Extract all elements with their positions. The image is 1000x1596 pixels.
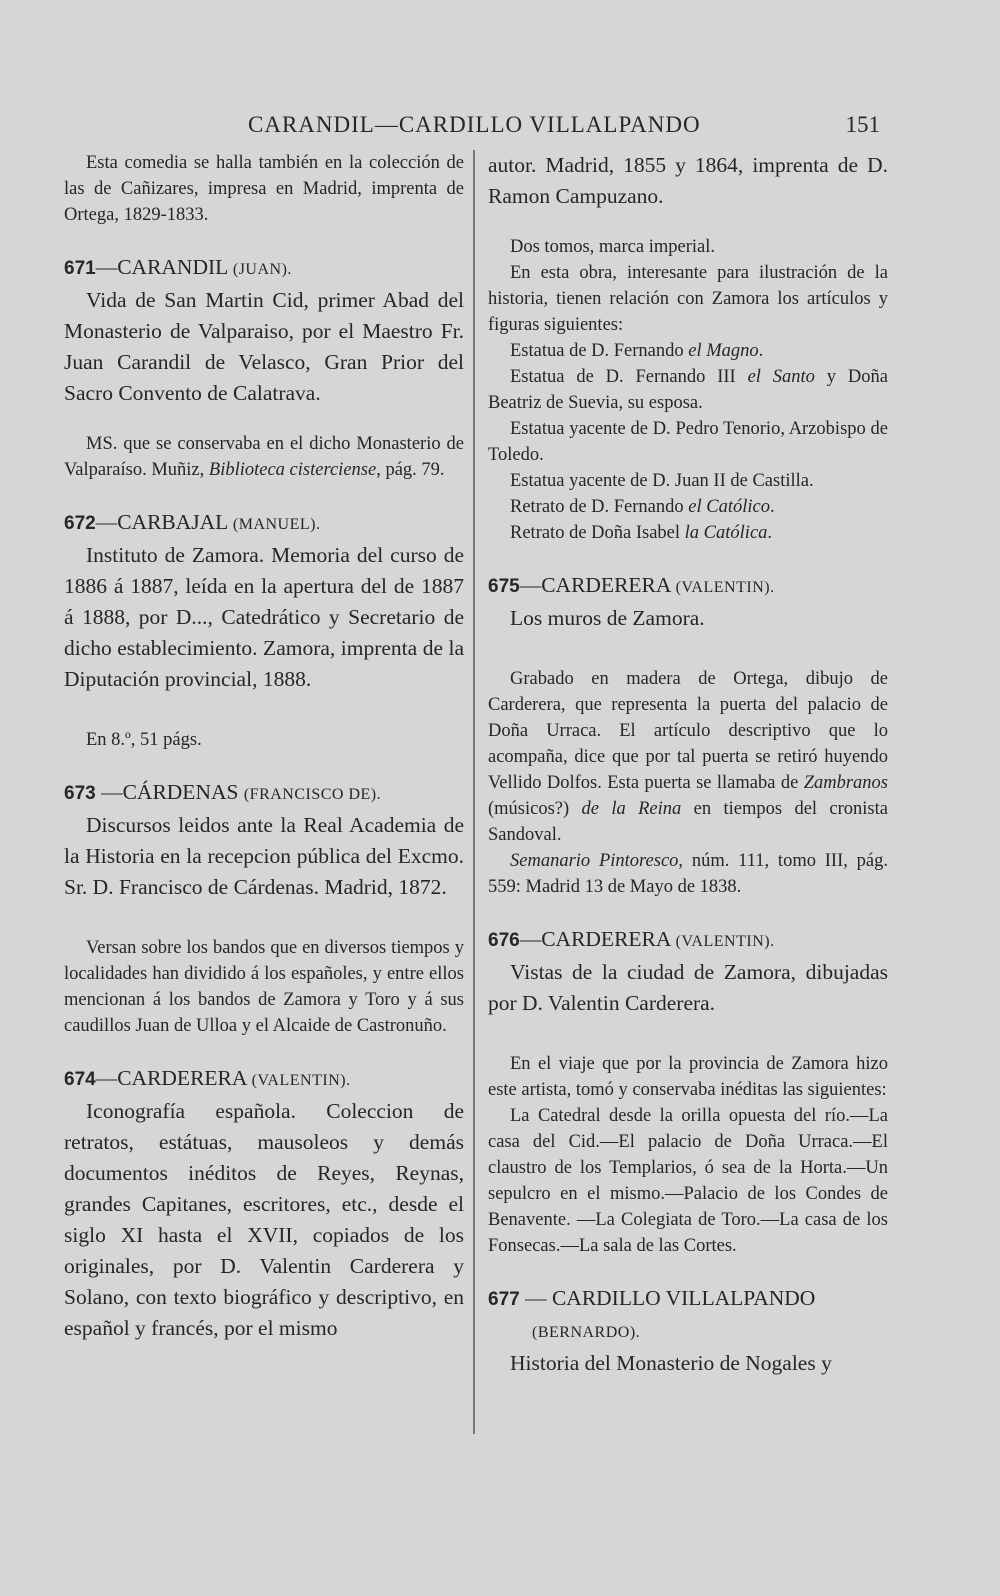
item-text: .: [767, 523, 773, 543]
entry-given-name: (JUAN).: [232, 261, 292, 278]
entry-title: Vistas de la ciudad de Zamora, dibujadas por D. Valentin Carderera.: [488, 960, 888, 1015]
note-text: , pág. 79.: [376, 460, 445, 480]
entry-title: Discursos leidos ante la Real Academia de la Historia en la recepcion pública del Excmo. Sr. D. Francisco de Cárdenas. Madrid, 1872.: [64, 813, 464, 899]
entry-671: [64, 252, 464, 483]
figure-item: [488, 520, 888, 546]
entry-676: [488, 924, 888, 1259]
note-italic: Zambranos: [803, 773, 888, 793]
entry-given-name-line: [488, 1315, 888, 1348]
entry-heading: [488, 570, 888, 603]
entry-heading: [64, 507, 464, 540]
entry-673: [64, 777, 464, 1039]
entry-674-continuation: autor. Madrid, 1855 y 1864, imprenta de D. Ramon Campuzano.: [488, 153, 888, 208]
entry-given-name: (BERNARDO).: [532, 1324, 641, 1341]
source-text: , núm. 111, tomo III, pág. 559: Madrid 13 de Mayo de 1838.: [488, 851, 888, 897]
entry-number: 675: [488, 576, 520, 597]
entry-heading: [488, 1283, 888, 1315]
entry-title: Vida de San Martin Cid, primer Abad del Monasterio de Valparaiso, por el Maestro Fr. Juan Carandil de Velasco, Gran Prior del Sacro Convento de Calatrava.: [64, 288, 464, 405]
entry-author: —CARDERERA: [519, 573, 671, 597]
entry-677: [488, 1283, 888, 1379]
item-text: Estatua de D. Fernando III: [510, 367, 748, 387]
entry-title: Instituto de Zamora. Memoria del curso de 1886 á 1887, leída en la apertura del de 1887 á 1888, por D..., Catedrático y Secretario de dicho establecimiento. Zamora, imprenta de la Diputación provincial, 1888.: [64, 543, 464, 691]
item-text: Retrato de D. Fernando: [510, 497, 689, 517]
source-italic: Semanario Pintoresco: [510, 851, 679, 871]
entry-heading: [488, 924, 888, 957]
entry-675: [488, 570, 888, 900]
entry-note: [64, 431, 464, 483]
entry-view-list: La Catedral desde la orilla opuesta del río.—La casa del Cid.—El palacio de Doña Urraca.—El claustro de los Templarios, ó sea de la Horta.—Un sepulcro en el mismo.—Palacio de los Condes de Benavente. —La Colegiata de Toro.—La casa de los Fonsecas.—La sala de las Cortes.: [488, 1106, 888, 1256]
figure-item: [488, 416, 888, 468]
entry-title: Los muros de Zamora.: [510, 606, 705, 630]
entry-number: 674: [64, 1069, 96, 1090]
entry-number: 672: [64, 513, 96, 534]
item-text: Retrato de Doña Isabel: [510, 523, 685, 543]
entry-number: 676: [488, 930, 520, 951]
entry-title: Iconografía española. Coleccion de retratos, estátuas, mausoleos y demás documentos inéditos de Reyes, Reynas, grandes Capitanes, escritores, etc., desde el siglo XI hasta el XVII, copiados de los originales, por D. Valentin Carderera y Solano, con texto biográfico y descriptivo, en español y francés, por el mismo: [64, 1099, 464, 1340]
item-text: Estatua de D. Fernando: [510, 341, 689, 361]
running-title: CARANDIL—CARDILLO VILLALPANDO: [248, 112, 701, 137]
entry-note: Dos tomos, marca imperial.: [510, 237, 715, 257]
item-italic: el Magno: [688, 341, 759, 361]
entry-given-name: (MANUEL).: [232, 516, 321, 533]
entry-number: 673: [64, 783, 96, 804]
intro-note: Esta comedia se halla también en la colección de las de Cañizares, impresa en Madrid, imprenta de Ortega, 1829-1833.: [64, 153, 464, 225]
entry-note: Versan sobre los bandos que en diversos tiempos y localidades han dividido á los españoles, y entre ellos mencionan á los bandos de Zamora y Toro y á sus caudillos Juan de Ulloa y el Alcaide de Castronuño.: [64, 938, 464, 1036]
page-number: 151: [845, 112, 880, 137]
item-text: .: [769, 497, 775, 517]
column-divider: [473, 150, 475, 1434]
entry-heading: [64, 1063, 464, 1096]
entry-author: —CARDERERA: [95, 1066, 247, 1090]
item-text: .: [758, 341, 764, 361]
entry-672: [64, 507, 464, 753]
item-text: Estatua yacente de D. Juan II de Castilla.: [510, 471, 814, 491]
item-italic: el Católico: [688, 497, 770, 517]
figure-list: [488, 338, 888, 546]
entry-number: 677: [488, 1289, 520, 1310]
entry-given-name: (FRANCISCO DE).: [243, 786, 382, 803]
figure-item: [488, 364, 888, 416]
entry-given-name: (VALENTIN).: [251, 1072, 351, 1089]
note-text: Grabado en madera de Ortega, dibujo de Carderera, que representa la puerta del palacio de Doña Urraca. El artículo descriptivo que lo acompaña, dice que por tal puerta se retiró huyendo Vellido Dolfos. Esta puerta se llamaba de: [488, 669, 888, 793]
note-text: en tiempos del cronista Sandoval.: [488, 799, 888, 845]
entry-author: —CARDERERA: [519, 927, 671, 951]
entry-source: [488, 848, 888, 900]
figure-item: [488, 338, 888, 364]
item-text: Estatua yacente de D. Pedro Tenorio, Arzobispo de Toledo.: [488, 419, 888, 465]
entry-number: 671: [64, 258, 96, 279]
entry-author: —CARANDIL: [95, 255, 228, 279]
item-text: y Doña Beatriz de Suevia, su esposa.: [488, 367, 888, 413]
page-header: [60, 112, 880, 146]
item-italic: la Católica: [684, 523, 768, 543]
entry-title: Historia del Monasterio de Nogales y: [510, 1351, 832, 1375]
entry-given-name: (VALENTIN).: [675, 579, 775, 596]
entry-note: En esta obra, interesante para ilustración de la historia, tienen relación con Zamora los artículos y figuras siguientes:: [488, 263, 888, 335]
entry-heading: [64, 777, 464, 810]
note-text: MS. que se conservaba en el dicho Monasterio de Valparaíso. Muñiz,: [64, 434, 464, 480]
note-italic: de la Reina: [581, 799, 682, 819]
entry-note: [488, 666, 888, 848]
entry-heading: [64, 252, 464, 285]
entry-674: [64, 1063, 464, 1344]
note-italic: Biblioteca cisterciense: [208, 460, 377, 480]
left-column: [64, 150, 464, 1344]
note-text: (músicos?): [488, 799, 582, 819]
entry-note: En 8.º, 51 págs.: [86, 730, 202, 750]
entry-author: —CARBAJAL: [95, 510, 228, 534]
entry-author: — CARDILLO VILLALPANDO: [519, 1286, 816, 1310]
entry-note: En el viaje que por la provincia de Zamora hizo este artista, tomó y conservaba inéditas las siguientes:: [488, 1054, 888, 1100]
item-italic: el Santo: [747, 367, 815, 387]
figure-item: [488, 494, 888, 520]
entry-given-name: (VALENTIN).: [675, 933, 775, 950]
entry-author: —CÁRDENAS: [95, 780, 239, 804]
right-column: [488, 150, 888, 1379]
figure-item: [488, 468, 888, 494]
